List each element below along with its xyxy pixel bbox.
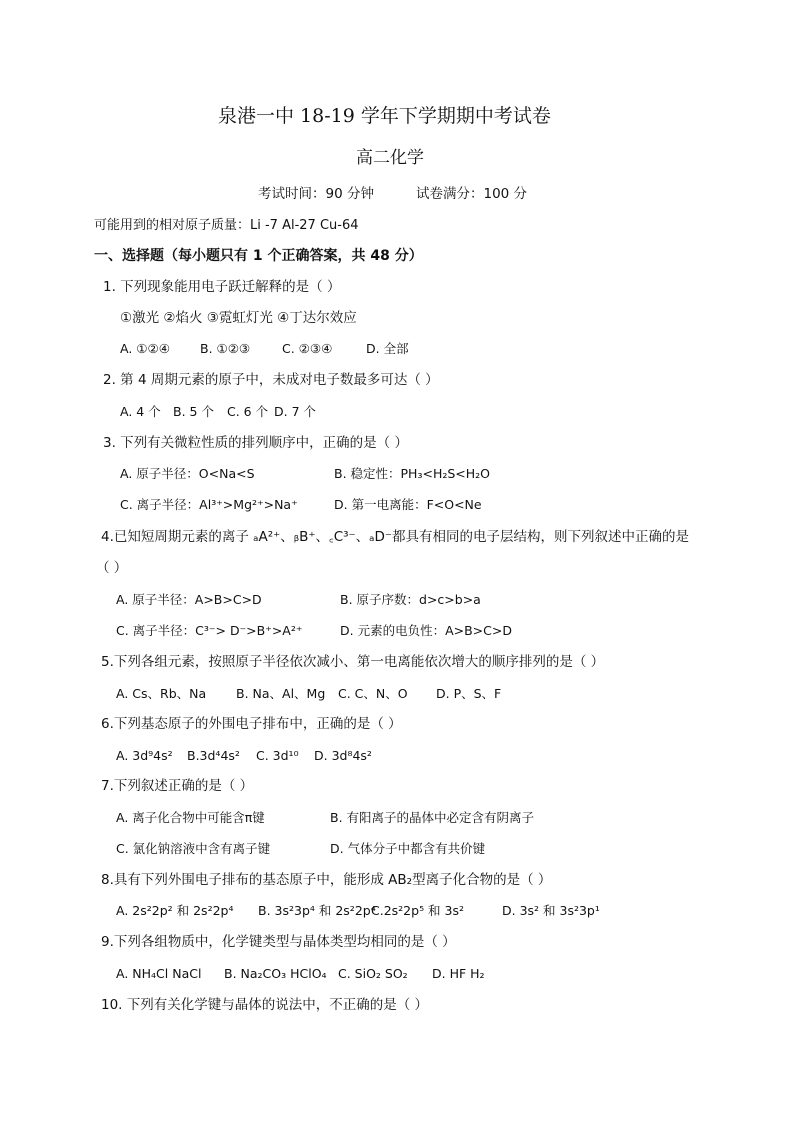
option-d: D. 3d⁸4s²	[314, 748, 372, 763]
question-4-stem: 4.已知短周期元素的离子 ₐA²⁺、ᵦB⁺、꜀C³⁻、ₐD⁻都具有相同的电子层结构，则下列叙述中正确的是	[101, 529, 689, 545]
question-7-option-c: C. 氯化钠溶液中含有离子键	[116, 841, 271, 856]
option-b: B. Na₂CO₃ HClO₄	[224, 966, 327, 981]
exam-title: 泉港一中 18-19 学年下学期期中考试卷	[218, 105, 551, 127]
option-a: A. Cs、Rb、Na	[116, 686, 207, 701]
question-6-stem: 6.下列基态原子的外围电子排布中，正确的是（ ）	[101, 716, 402, 732]
option-a: A. NH₄Cl NaCl	[116, 966, 202, 981]
question-7-option-d: D. 气体分子中都含有共价键	[330, 841, 486, 856]
question-5-stem: 5.下列各组元素，按照原子半径依次减小、第一电离能依次增大的顺序排列的是（ ）	[101, 654, 605, 670]
question-3-option-b: B. 稳定性：PH₃<H₂S<H₂O	[334, 466, 491, 481]
option-b: B.3d⁴4s²	[187, 748, 240, 763]
option-c: C. C、N、O	[338, 686, 408, 701]
question-4-option-b: B. 原子序数：d>c>b>a	[340, 592, 481, 607]
question-9-stem: 9.下列各组物质中，化学键类型与晶体类型均相同的是（ ）	[101, 934, 456, 950]
question-7-stem: 7.下列叙述正确的是（ ）	[101, 778, 254, 794]
full-score: 试卷满分：100 分	[416, 186, 528, 202]
section-title: 一、选择题（每小题只有 1 个正确答案，共 48 分）	[94, 248, 423, 264]
option-a: A. 4 个	[120, 404, 161, 419]
option-d: D. 7 个	[274, 404, 316, 419]
option-d: D. P、S、F	[436, 686, 502, 701]
atomic-mass-note: 可能用到的相对原子质量：Li -7 Al-27 Cu-64	[94, 218, 359, 233]
question-3-stem: 3. 下列有关微粒性质的排列顺序中，正确的是（ ）	[103, 435, 408, 451]
exam-time: 考试时间：90 分钟	[258, 186, 374, 202]
option-d: D. 全部	[366, 341, 409, 356]
question-10-stem: 10. 下列有关化学键与晶体的说法中，不正确的是（ ）	[101, 997, 429, 1013]
option-b: B. ①②③	[200, 341, 251, 356]
option-b: B. 5 个	[173, 404, 214, 419]
question-9-options	[116, 966, 516, 982]
question-7-option-a: A. 离子化合物中可能含π键	[116, 810, 265, 825]
option-d: D. 3s² 和 3s²3p¹	[502, 903, 600, 918]
question-1-stem: 1. 下列现象能用电子跃迁解释的是（ ）	[103, 279, 341, 295]
question-4-option-c: C. 离子半径：C³⁻> D⁻>B⁺>A²⁺	[116, 623, 303, 638]
question-5-options	[116, 686, 536, 702]
option-a: A. 2s²2p² 和 2s²2p⁴	[116, 903, 234, 918]
question-2-stem: 2. 第 4 周期元素的原子中，未成对电子数最多可达（ ）	[103, 372, 439, 388]
question-3-option-d: D. 第一电离能：F<O<Ne	[334, 497, 482, 512]
question-3-option-c: C. 离子半径：Al³⁺>Mg²⁺>Na⁺	[120, 497, 298, 512]
question-1-options	[120, 341, 440, 357]
option-b: B. Na、Al、Mg	[236, 686, 326, 701]
option-d: D. HF H₂	[432, 966, 485, 981]
option-a: A. 3d⁹4s²	[116, 748, 173, 763]
option-a: A. ①②④	[120, 341, 170, 356]
option-c: C.2s²2p⁵ 和 3s²	[371, 903, 464, 918]
question-1-statements: ①激光 ②焰火 ③霓虹灯光 ④丁达尔效应	[120, 310, 357, 326]
option-c: C. SiO₂ SO₂	[338, 966, 408, 981]
option-c: C. ②③④	[282, 341, 333, 356]
question-4-option-d: D. 元素的电负性：A>B>C>D	[340, 623, 512, 638]
question-8-options	[116, 903, 616, 919]
option-c: C. 6 个	[227, 404, 269, 419]
exam-subject: 高二化学	[356, 148, 424, 168]
question-6-options	[116, 748, 416, 764]
question-4-stem-continued: （ ）	[96, 560, 128, 576]
option-b: B. 3s²3p⁴ 和 2s²2p⁴	[258, 903, 376, 918]
question-3-option-a: A. 原子半径：O<Na<S	[120, 466, 255, 481]
question-7-option-b: B. 有阳离子的晶体中必定含有阴离子	[330, 810, 535, 825]
option-c: C. 3d¹⁰	[256, 748, 299, 763]
question-2-options	[120, 404, 340, 420]
question-8-stem: 8.具有下列外围电子排布的基态原子中，能形成 AB₂型离子化合物的是（ ）	[101, 872, 552, 888]
question-4-option-a: A. 原子半径：A>B>C>D	[116, 592, 262, 607]
